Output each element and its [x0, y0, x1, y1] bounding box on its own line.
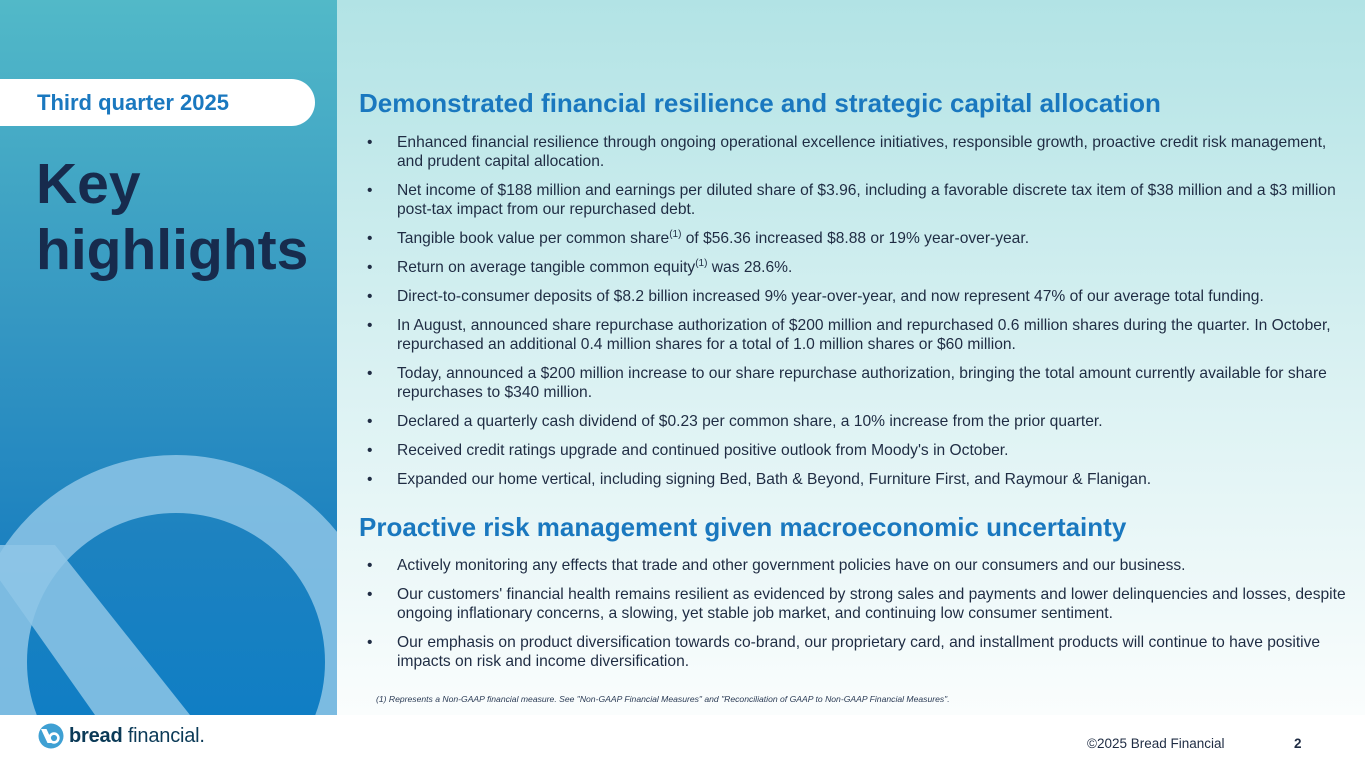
bullet-item: • Our customers' financial health remains resilient as evidenced by strong sales and payments and lower delinquencies and losses, despite ongoing inflationary concerns, a slowing, yet stable job market, and continuing low consumer sentiment. — [365, 585, 1355, 623]
title-line-2: highlights — [36, 218, 309, 282]
brand-name-light: financial — [122, 724, 200, 747]
footer-logo — [38, 723, 205, 749]
bullet-text: Tangible book value per common share — [397, 230, 670, 247]
page-title — [36, 151, 308, 283]
bullet-item: • Received credit ratings upgrade and continued positive outlook from Moody's in October. — [365, 441, 1355, 460]
bullet-item — [365, 229, 1355, 248]
bullet-item: • Declared a quarterly cash dividend of $0.23 per common share, a 10% increase from the prior quarter. — [365, 412, 1355, 431]
section-title-resilience: Demonstrated financial resilience and strategic capital allocation — [359, 88, 1161, 118]
page-number: 2 — [1294, 736, 1302, 751]
resilience-bullet-list — [365, 133, 1355, 499]
bullet-item: • In August, announced share repurchase authorization of $200 million and repurchased 0.6 million shares during the quarter. In October, repurchased an additional 0.4 million shares for a total of 1.0 million shares or $60 million. — [365, 316, 1355, 354]
bullet-item: • Today, announced a $200 million increase to our share repurchase authorization, bringing the total amount currently available for share repurchases to $340 million. — [365, 364, 1355, 402]
bullet-text: of $56.36 increased $8.88 or 19% year-over-year. — [681, 230, 1030, 247]
bullet-text: Return on average tangible common equity — [397, 259, 696, 276]
bread-financial-logo-icon — [38, 723, 64, 749]
bullet-item: • Enhanced financial resilience through ongoing operational excellence initiatives, responsible growth, proactive credit risk management, and prudent capital allocation. — [365, 133, 1355, 171]
copyright: ©2025 Bread Financial — [1087, 736, 1225, 751]
brand-name-bold: bread — [69, 724, 123, 747]
bullet-item — [365, 258, 1355, 277]
footnote-ref: (1) — [669, 228, 682, 240]
bullet-item: • Expanded our home vertical, including signing Bed, Bath & Beyond, Furniture First, and Raymour & Flanigan. — [365, 470, 1355, 489]
quarter-label: Third quarter 2025 — [37, 89, 229, 115]
brand-name-mark: . — [199, 724, 205, 747]
quarter-tab — [0, 79, 315, 126]
bullet-item: • Our emphasis on product diversification towards co-brand, our proprietary card, and installment products will continue to have positive impacts on risk and income diversification. — [365, 633, 1355, 671]
bullet-text: was 28.6%. — [707, 259, 793, 276]
bullet-item: • Net income of $188 million and earnings per diluted share of $3.96, including a favorable discrete tax item of $38 million and a $3 million post-tax impact from our repurchased debt. — [365, 181, 1355, 219]
footnote-ref: (1) — [695, 257, 708, 269]
footnote: (1) Represents a Non-GAAP financial measure. See "Non-GAAP Financial Measures" and "Reconciliation of GAAP to Non-GAAP Financial Measures". — [376, 694, 950, 704]
bullet-item: • Direct-to-consumer deposits of $8.2 billion increased 9% year-over-year, and now represent 47% of our average total funding. — [365, 287, 1355, 306]
bullet-item: • Actively monitoring any effects that trade and other government policies have on our consumers and our business. — [365, 556, 1355, 575]
brand-name — [69, 725, 205, 748]
title-line-1: Key — [36, 152, 141, 216]
section-title-risk: Proactive risk management given macroeconomic uncertainty — [359, 512, 1127, 542]
risk-bullet-list — [365, 556, 1355, 681]
